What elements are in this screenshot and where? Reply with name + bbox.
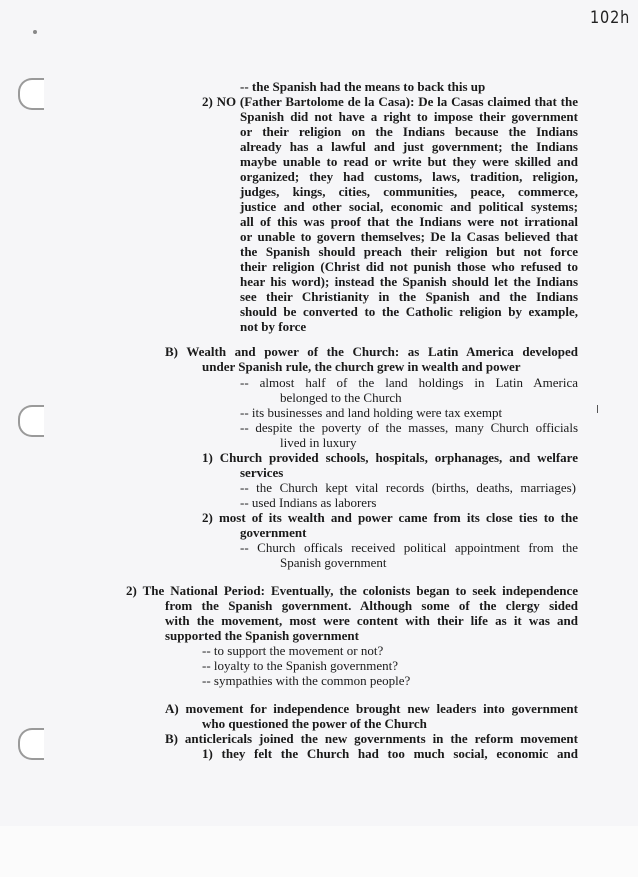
- text-line: 1) they felt the Church had too much social, economic and: [202, 746, 578, 761]
- text-line: -- to support the movement or not?: [202, 643, 384, 658]
- text-line: supported the Spanish government: [165, 628, 359, 643]
- text-line: 2) The National Period: Eventually, the colonists began to seek independence: [126, 583, 578, 598]
- text-line: justice and other social, economic and political systems;: [240, 199, 578, 214]
- text-line: all of this was proof that the Indians were not irrational: [240, 214, 578, 229]
- text-line: who questioned the power of the Church: [202, 716, 427, 731]
- text-line: see their Christianity in the Spanish and the Indians: [240, 289, 578, 304]
- text-line: under Spanish rule, the church grew in wealth and power: [202, 359, 521, 374]
- text-line: from the Spanish government. Although some of the clergy sided: [165, 598, 578, 613]
- text-line: lived in luxury: [280, 435, 357, 450]
- text-line: -- despite the poverty of the masses, many Church officials: [240, 420, 578, 435]
- text-line: should be converted to the Catholic religion by example,: [240, 304, 578, 319]
- text-line: -- almost half of the land holdings in Latin America: [240, 375, 578, 390]
- scan-mark: [597, 405, 598, 413]
- text-line: judges, kings, cities, communities, peace, commerce,: [240, 184, 578, 199]
- scan-speck: [33, 30, 37, 34]
- text-line: or unable to govern themselves; De la Casas believed that: [240, 229, 578, 244]
- text-line: -- sympathies with the common people?: [202, 673, 411, 688]
- text-line: -- the Spanish had the means to back this up: [240, 79, 486, 94]
- text-line: or their religion on the Indians because the Indians: [240, 124, 578, 139]
- text-line: Spanish did not have a right to impose their government: [240, 109, 578, 124]
- text-line: their religion (Christ did not punish those who refused to: [240, 259, 578, 274]
- punch-hole-bottom: [18, 728, 44, 760]
- text-line: organized; they had customs, laws, tradition, religion,: [240, 169, 578, 184]
- text-line: 1) Church provided schools, hospitals, orphanages, and welfare: [202, 450, 578, 465]
- text-line: with the movement, most were content with their life as it was and: [165, 613, 578, 628]
- punch-hole-middle: [18, 405, 44, 437]
- text-line: Spanish government: [280, 555, 387, 570]
- text-line: A) movement for independence brought new leaders into government: [165, 701, 578, 716]
- text-line: belonged to the Church: [280, 390, 402, 405]
- text-line: already has a lawful and just government; the Indians: [240, 139, 578, 154]
- text-line: hear his word); instead the Spanish should let the Indians: [240, 274, 578, 289]
- text-line: the Spanish should preach their religion but not force: [240, 244, 578, 259]
- text-line: -- Church officals received political appointment from the: [240, 540, 578, 555]
- text-line: -- its businesses and land holding were tax exempt: [240, 405, 503, 420]
- text-line: B) Wealth and power of the Church: as Latin America developed: [165, 344, 578, 359]
- text-line: services: [240, 465, 284, 480]
- text-line: -- used Indians as laborers: [240, 495, 377, 510]
- text-line: -- loyalty to the Spanish government?: [202, 658, 399, 673]
- punch-hole-top: [18, 78, 44, 110]
- text-line: 2) most of its wealth and power came from its close ties to the: [202, 510, 578, 525]
- text-line: maybe unable to read or write but they were skilled and: [240, 154, 578, 169]
- scan-bottom-band: [0, 826, 638, 877]
- text-line: 2) NO (Father Bartolome de la Casa): De la Casas claimed that the: [202, 94, 578, 109]
- text-line: B) anticlericals joined the new governments in the reform movement: [165, 731, 578, 746]
- text-line: not by force: [240, 319, 307, 334]
- page-number: 102h: [590, 8, 631, 28]
- text-line: government: [240, 525, 307, 540]
- text-line: -- the Church kept vital records (births, deaths, marriages): [240, 480, 576, 495]
